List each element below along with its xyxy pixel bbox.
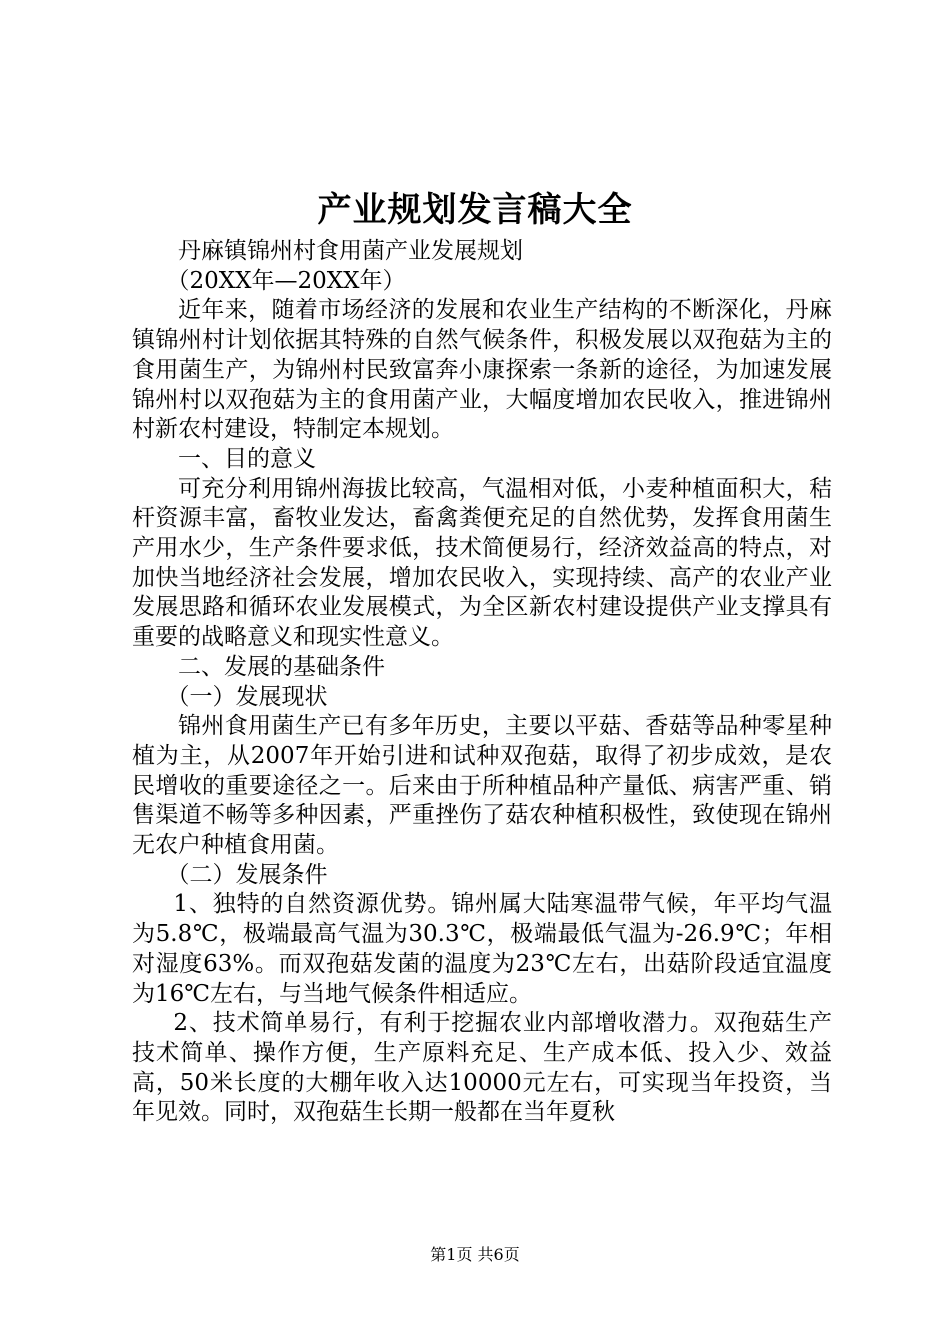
heading-conditions: （二）发展条件	[166, 861, 328, 888]
document-title: 产业规划发言稿大全	[317, 190, 633, 230]
paragraph-purpose: 可充分利用锦州海拔比较高，气温相对低，小麦种植面积大，秸杆资源丰富，畜牧业发达，畜禽粪便充足的自然优势，发挥食用菌生产用水少，生产条件要求低，技术简便易行，经济效益高的特点，对加快当地经济社会发展，增加农民收入，实现持续、高产的农业产业发展思路和循环农业发展模式，为全区新农村建设提供产业支撑具有重要的战略意义和现实性意义。	[132, 475, 832, 651]
paragraph-intro: 近年来，随着市场经济的发展和农业生产结构的不断深化，丹麻镇锦州村计划依据其特殊的自然气候条件，积极发展以双孢菇为主的食用菌生产，为锦州村民致富奔小康探索一条新的途径，为加速发展锦州村以双孢菇为主的食用菌产业，大幅度增加农民收入，推进锦州村新农村建设，特制定本规划。	[132, 297, 832, 443]
paragraph-status: 锦州食用菌生产已有多年历史，主要以平菇、香菇等品种零星种植为主，从2007年开始引进和试种双孢菇，取得了初步成效，是农民增收的重要途径之一。后来由于所种植品种产量低、病害严重、销售渠道不畅等多种因素，严重挫伤了菇农种植积极性，致使现在锦州无农户种植食用菌。	[132, 713, 832, 859]
document-body	[132, 237, 832, 1128]
paragraph-condition-2: 2、技术简单易行，有利于挖掘农业内部增收潜力。双孢菇生产技术简单、操作方便，生产原料充足、生产成本低、投入少、效益高，50米长度的大棚年收入达10000元左右，可实现当年投资，当年见效。同时，双孢菇生长期一般都在当年夏秋	[132, 1010, 832, 1126]
heading-purpose: 一、目的意义	[178, 445, 316, 472]
paragraph-plan-period: （20XX年—20XX年）	[166, 267, 406, 294]
paragraph-plan-title: 丹麻镇锦州村食用菌产业发展规划	[178, 238, 523, 264]
heading-status: （一）发展现状	[166, 683, 328, 710]
paragraph-condition-1: 1、独特的自然资源优势。锦州属大陆寒温带气候，年平均气温为5.8℃，极端最高气温为30.3℃，极端最低气温为-26.9℃；年相对湿度63%。而双孢菇发菌的温度为23℃左右，出菇阶段适宜温度为16℃左右，与当地气候条件相适应。	[132, 891, 832, 1007]
page-footer: 第1页 共6页	[430, 1245, 520, 1264]
heading-basic-conditions: 二、发展的基础条件	[178, 653, 385, 680]
